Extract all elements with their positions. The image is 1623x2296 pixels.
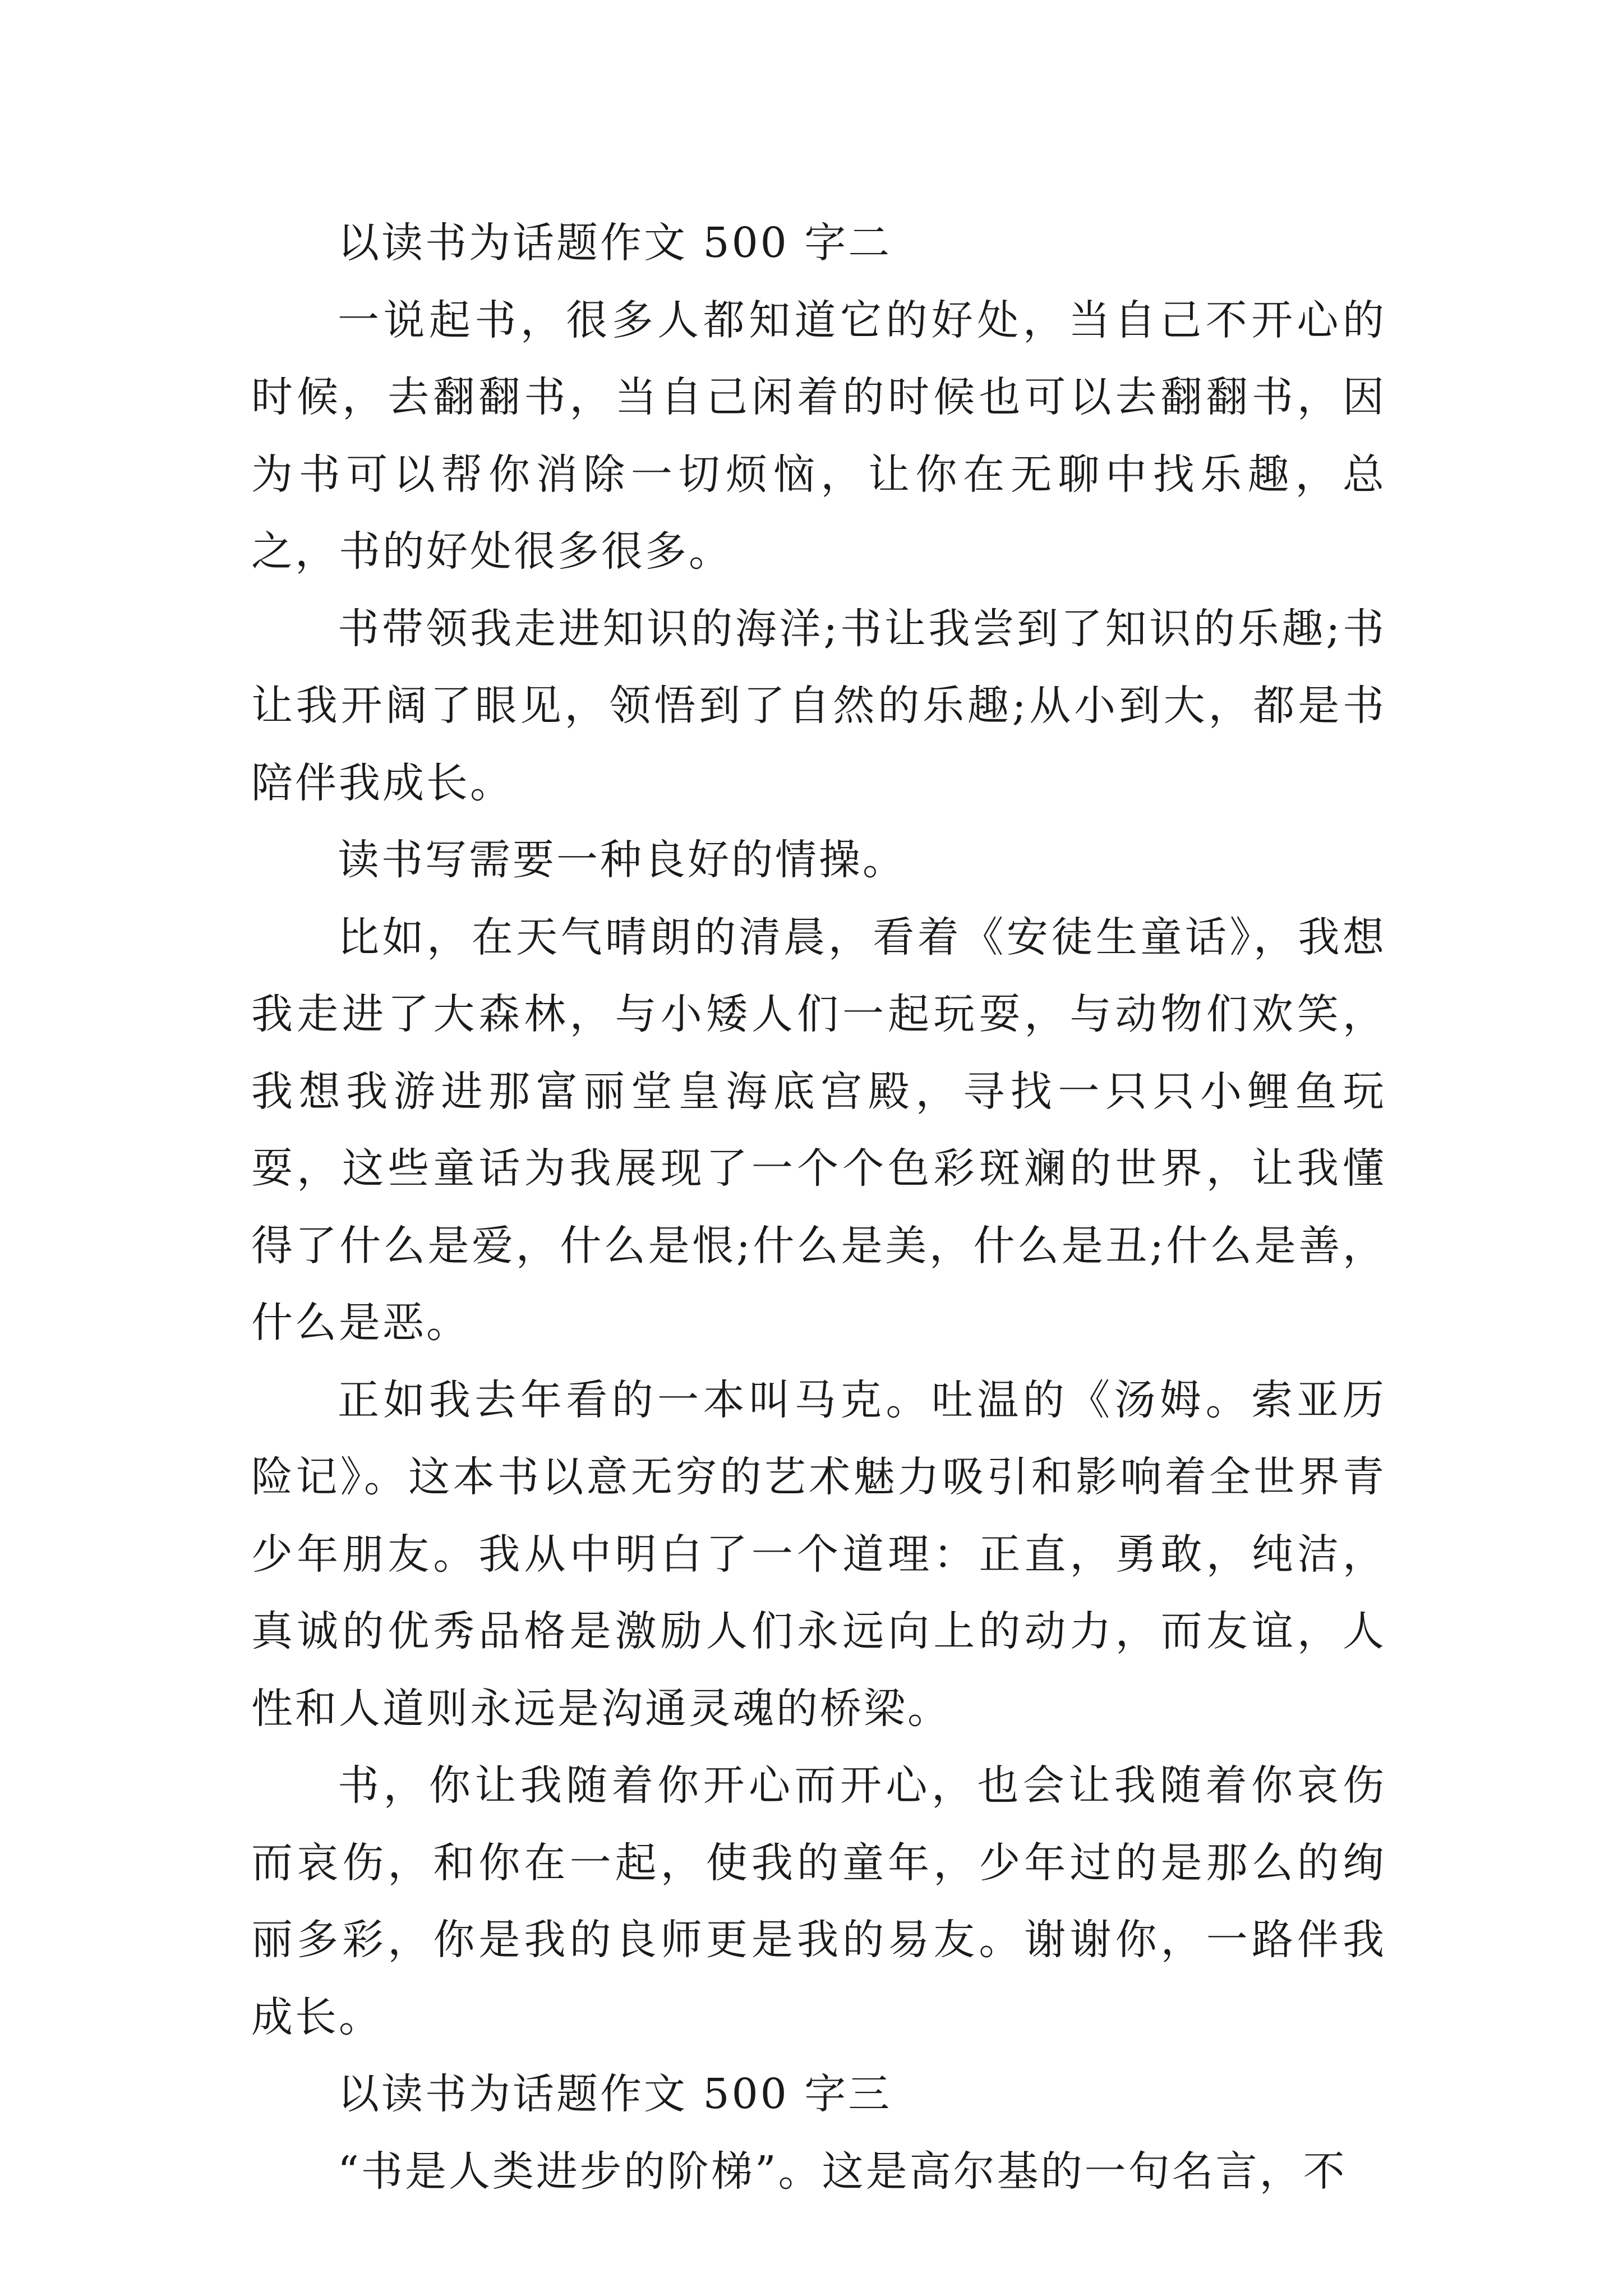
paragraph: 一说起书，很多人都知道它的好处，当自己不开心的时候，去翻翻书，当自己闲着的时候也可以去翻翻书，因为书可以帮你消除一切烦恼，让你在无聊中找乐趣，总之，书的好处很多很多。 [251,296,1386,576]
paragraph-partial: “书是人类进步的阶梯”。这是高尔基的一句名言，不 [338,2147,1347,2196]
section-heading-3: 以读书为话题作文 500 字三 [338,2070,892,2118]
document-body [251,205,1386,2210]
section-heading-2: 以读书为话题作文 500 字二 [338,219,892,267]
paragraph: 读书写需要一种良好的情操。 [338,836,906,884]
paragraph: 书，你让我随着你开心而开心，也会让我随着你哀伤而哀伤，和你在一起，使我的童年，少年过的是那么的绚丽多彩，你是我的良师更是我的易友。谢谢你，一路伴我成长。 [251,1761,1386,2041]
paragraph: 正如我去年看的一本叫马克。吐温的《汤姆。索亚历险记》。这本书以意无穷的艺术魅力吸引和影响着全世界青少年朋友。我从中明白了一个道理：正直，勇敢，纯洁，真诚的优秀品格是激励人们永远向上的动力，而友谊，人性和人道则永远是沟通灵魂的桥梁。 [251,1375,1386,1733]
paragraph: 比如，在天气晴朗的清晨，看着《安徒生童话》，我想我走进了大森林，与小矮人们一起玩耍，与动物们欢笑，我想我游进那富丽堂皇海底宫殿，寻找一只只小鲤鱼玩耍，这些童话为我展现了一个个色彩斑斓的世界，让我懂得了什么是爱，什么是恨;什么是美，什么是丑;什么是善，什么是恶。 [251,913,1386,1347]
paragraph: 书带领我走进知识的海洋;书让我尝到了知识的乐趣;书让我开阔了眼见，领悟到了自然的乐趣;从小到大，都是书陪伴我成长。 [251,604,1386,807]
